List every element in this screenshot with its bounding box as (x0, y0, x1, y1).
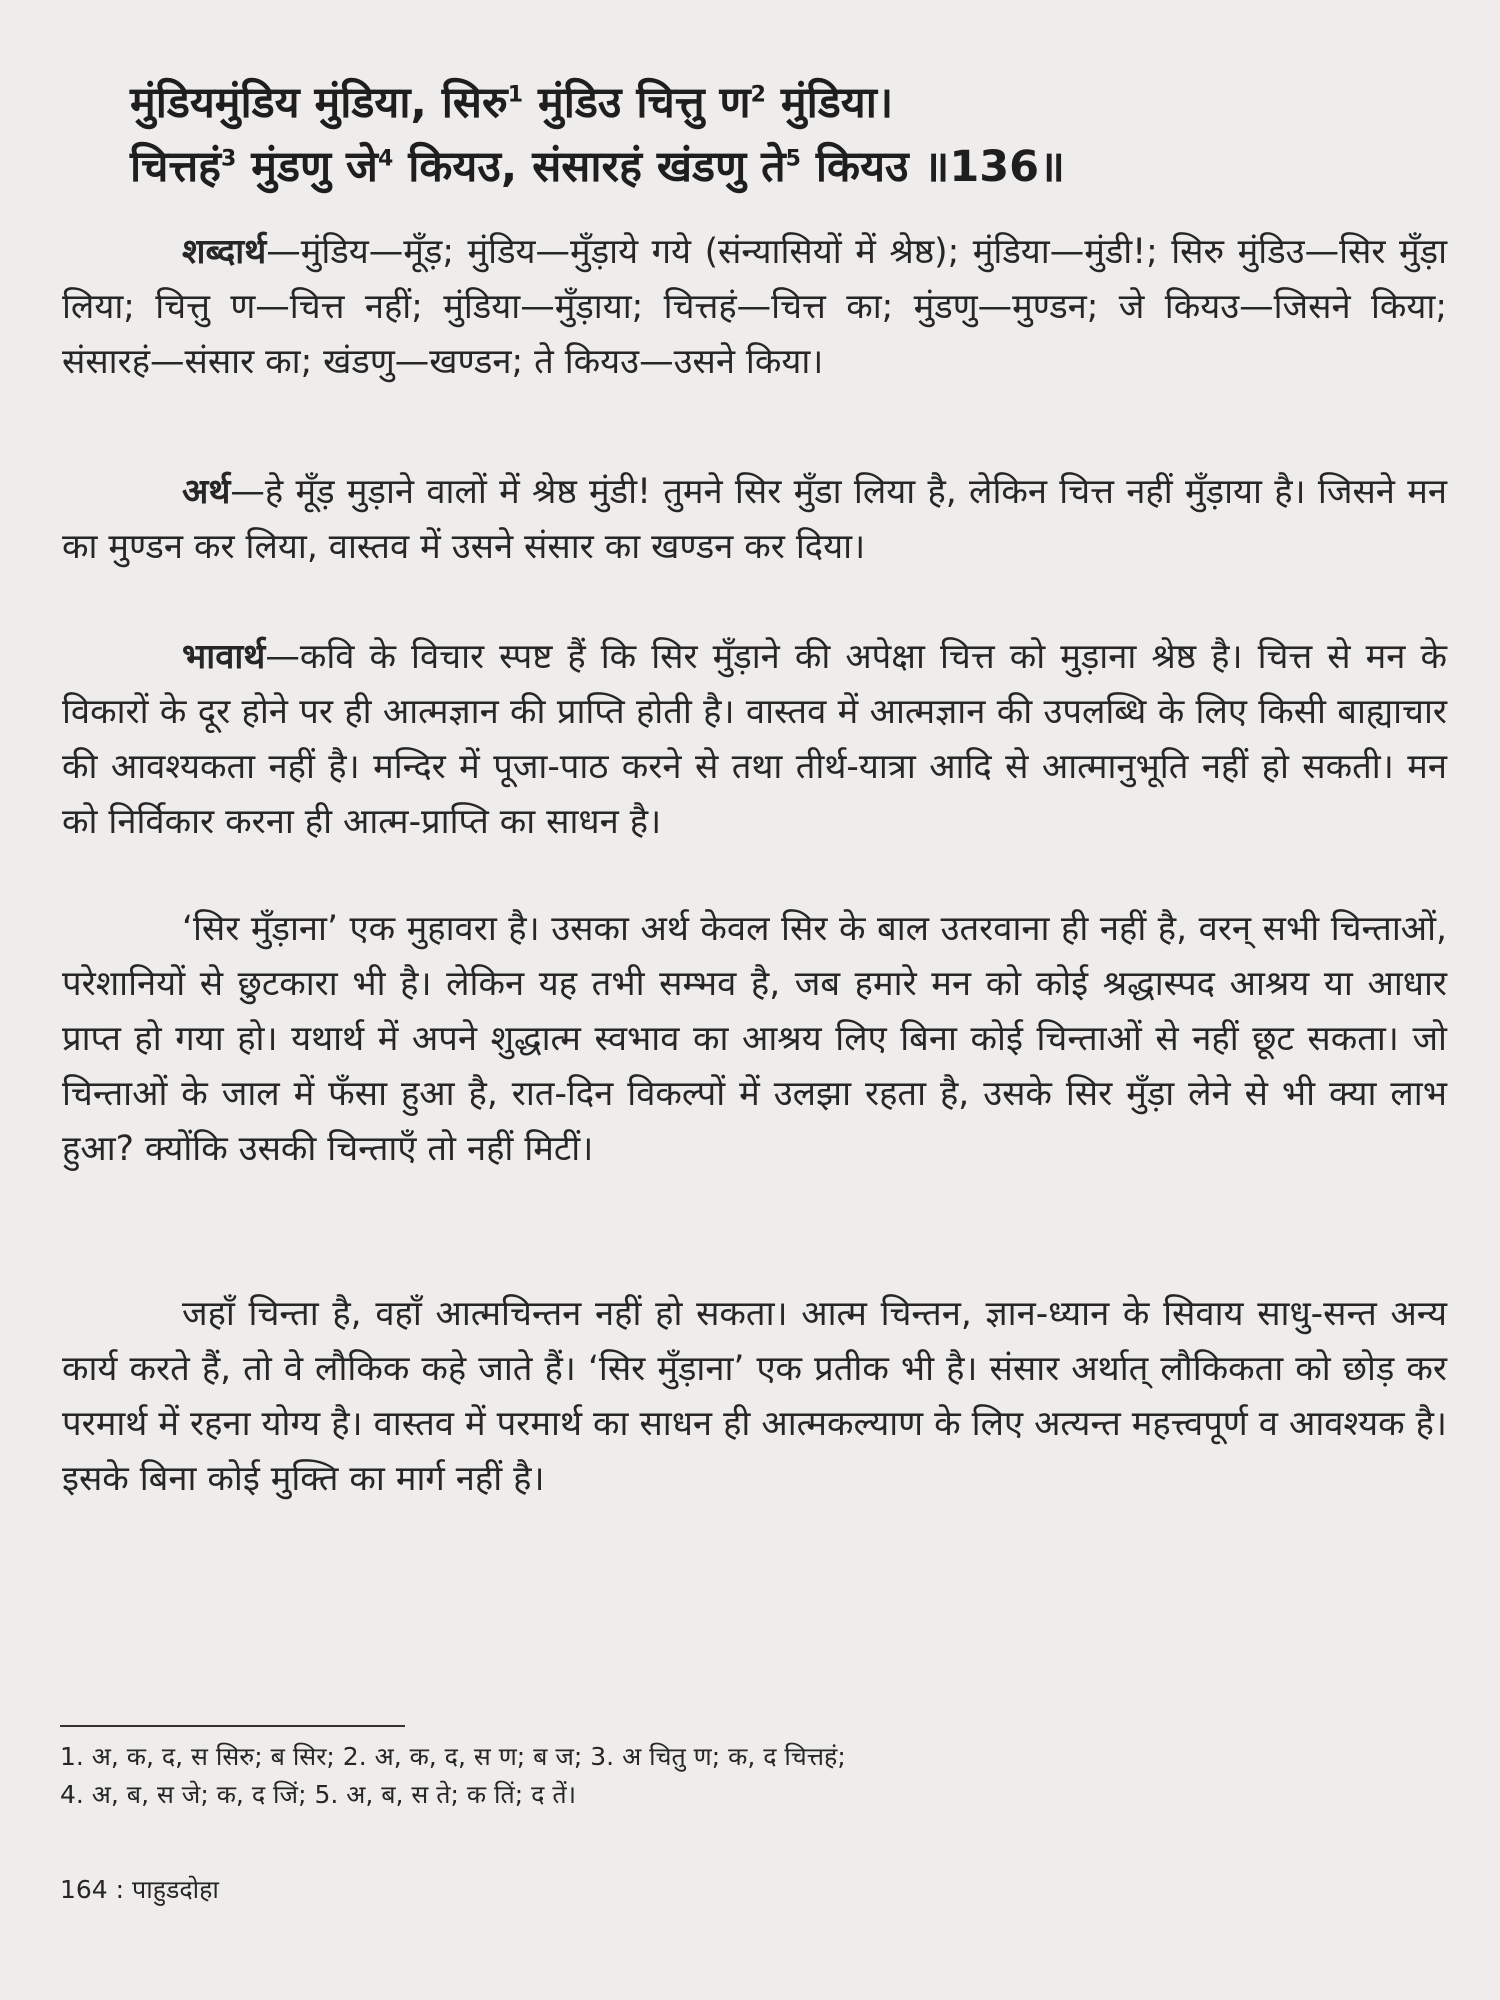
meaning-text: —हे मूँड़ मुड़ाने वालों में श्रेष्ठ मुंडी! तुमने सिर मुँडा लिया है, लेकिन चित्त नहीं मुँड़ाया है। जिसने मन का मुण्डन कर लिया, वास्तव में उसने संसार का खण्डन कर दिया। (62, 472, 1447, 567)
verse-line-1-part-a: मुंडियमुंडिय मुंडिया, सिरु (130, 78, 508, 128)
meaning-paragraph (62, 465, 1447, 575)
footnote-line-2: 4. अ, ब, स जे; क, द जिं; 5. अ, ब, स ते; क तिं; द तें। (60, 1780, 577, 1809)
footnote-ref-5: 5 (785, 146, 801, 172)
footnote-ref-4: 4 (377, 146, 394, 172)
verse-line-2 (130, 136, 1450, 198)
idiom-text: ‘सिर मुँड़ाना’ एक मुहावरा है। उसका अर्थ केवल सिर के बाल उतरवाना ही नहीं है, वरन् सभी चिन्ताओं, परेशानियों से छुटकारा भी है। लेकिन यह तभी सम्भव है, जब हमारे मन को कोई श्रद्धास्पद आश्रय या आधार प्राप्त हो गया हो। यथार्थ में अपने शुद्धात्म स्वभाव का आश्रय लिए बिना कोई चिन्ताओं से नहीं छूट सकता। जो चिन्ताओं के जाल में फँसा हुआ है, रात-दिन विकल्पों में उलझा रहता है, उसके सिर मुँड़ा लेने से भी क्या लाभ हुआ? क्योंकि उसकी चिन्ताएँ तो नहीं मिटीं। (62, 909, 1447, 1169)
contemplation-text: जहाँ चिन्ता है, वहाँ आत्मचिन्तन नहीं हो सकता। आत्म चिन्तन, ज्ञान-ध्यान के सिवाय साधु-सन्त अन्य कार्य करते हैं, तो वे लौकिक कहे जाते हैं। ‘सिर मुँड़ाना’ एक प्रतीक भी है। संसार अर्थात् लौकिकता को छोड़ कर परमार्थ में रहना योग्य है। वास्तव में परमार्थ का साधन ही आत्मकल्याण के लिए अत्यन्त महत्त्वपूर्ण व आवश्यक है। इसके बिना कोई मुक्ति का मार्ग नहीं है। (62, 1294, 1447, 1499)
word-meaning-label: शब्दार्थ (182, 232, 267, 272)
verse-line-1 (130, 72, 1450, 134)
verse-line-2-part-d: कियउ ॥136॥ (800, 142, 1065, 192)
footnote-ref-2: 2 (750, 82, 766, 108)
explanation-paragraph (62, 630, 1447, 850)
verse-line-1-part-b: मुंडिउ चित्तु ण (523, 78, 751, 128)
explanation-text: —कवि के विचार स्पष्ट हैं कि सिर मुँड़ाने की अपेक्षा चित्त को मुड़ाना श्रेष्ठ है। चित्त से मन के विकारों के दूर होने पर ही आत्मज्ञान की प्राप्ति होती है। वास्तव में आत्मज्ञान की उपलब्धि के लिए किसी बाह्याचार की आवश्यकता नहीं है। मन्दिर में पूजा-पाठ करने से तथा तीर्थ-यात्रा आदि से आत्मानुभूति नहीं हो सकती। मन को निर्विकार करना ही आत्म-प्राप्ति का साधन है। (62, 637, 1447, 842)
idiom-paragraph (62, 902, 1447, 1177)
verse-line-2-part-a: चित्तहं (130, 142, 221, 192)
footnote-ref-1: 1 (507, 82, 524, 108)
verse-line-2-part-b: मुंडणु जे (236, 142, 378, 192)
contemplation-paragraph (62, 1287, 1447, 1507)
footnote-ref-3: 3 (221, 146, 237, 172)
page-number-footer: 164 : पाहुडदोहा (60, 1875, 219, 1904)
verse-line-2-part-c: कियउ, संसारहं खंडणु ते (393, 142, 786, 192)
footnote-line-1: 1. अ, क, द, स सिरु; ब सिर; 2. अ, क, द, स ण; ब ज; 3. अ चितु ण; क, द चित्तहं; (60, 1742, 846, 1771)
verse-line-1-part-c: मुंडिया। (765, 78, 894, 128)
word-meaning-text: —मुंडिय—मूँड़; मुंडिय—मुँड़ाये गये (संन्यासियों में श्रेष्ठ); मुंडिया—मुंडी!; सिरु मुंडिउ—सिर मुँड़ा लिया; चित्तु ण—चित्त नहीं; मुंडिया—मुँड़ाया; चित्तहं—चित्त का; मुंडणु—मुण्डन; जे कियउ—जिसने किया; संसारहं—संसार का; खंडणु—खण्डन; ते कियउ—उसने किया। (62, 232, 1447, 382)
explanation-label: भावार्थ (182, 637, 266, 677)
meaning-label: अर्थ (182, 472, 231, 512)
word-meaning-paragraph (62, 225, 1447, 390)
footnote-divider (60, 1725, 405, 1727)
